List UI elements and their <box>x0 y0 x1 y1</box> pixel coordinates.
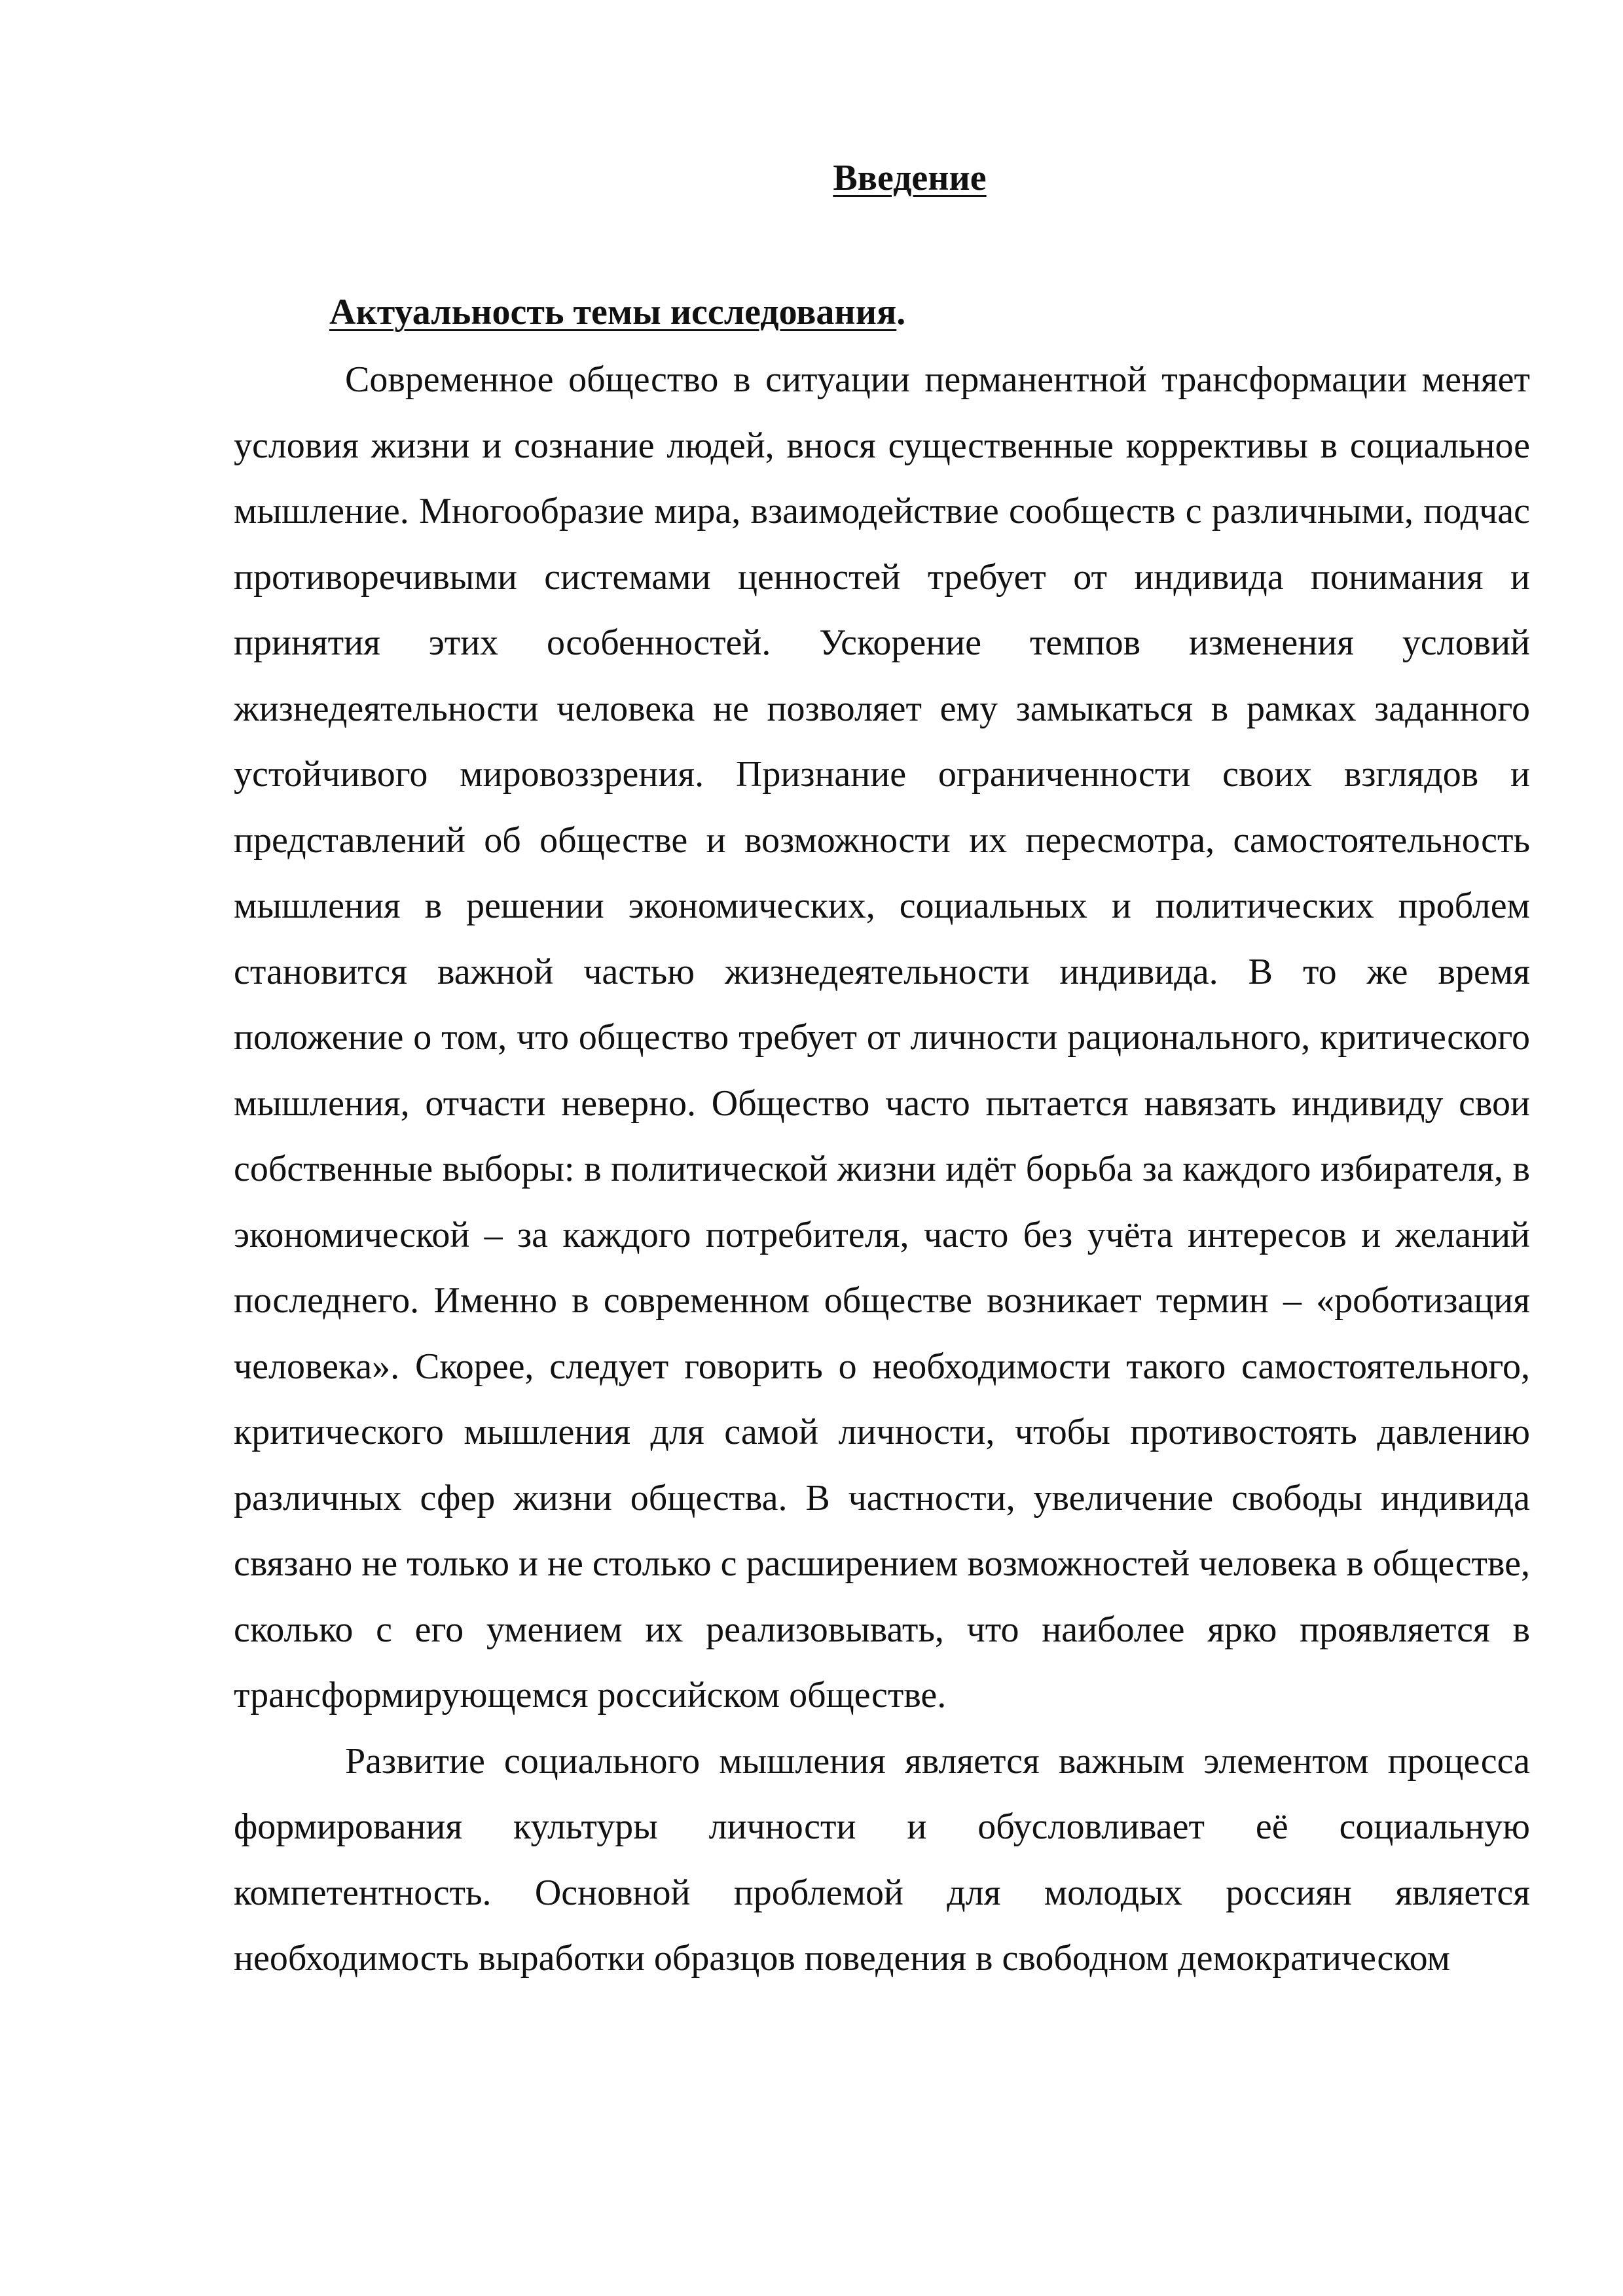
paragraph-2: Развитие социального мышления является важным элементом процесса формирования культуры личности и обусловливает её социальную компетентность. Основной проблемой для молодых россиян является необходимость выработки образцов поведения в свободном демократическом <box>234 1740 1530 1979</box>
body-text <box>234 347 1530 1992</box>
section-heading-text: Актуальность темы исследования <box>329 292 897 332</box>
paragraph-1: Современное общество в ситуации перманентной трансформации меняет условия жизни и сознание людей, внося существенные коррективы в социальное мышление. Многообразие мира, взаимодействие сообществ с различными, подчас противоречивыми системами ценностей требует от индивида понимания и принятия этих особенностей. Ускорение темпов изменения условий жизнедеятельности человека не позволяет ему замыкаться в рамках заданного устойчивого мировоззрения. Признание ограниченности своих взглядов и представлений об обществе и возможности их пересмотра, самостоятельность мышления в решении экономических, социальных и политических проблем становится важной частью жизнедеятельности индивида. В то же время положение о том, что общество требует от личности рационального, критического мышления, отчасти неверно. Общество часто пытается навязать индивиду свои собственные выборы: в политической жизни идёт борьба за каждого избирателя, в экономической – за каждого потребителя, часто без учёта интересов и желаний последнего. Именно в современном обществе возникает термин – «роботизация человека». Скорее, следует говорить о необходимости такого самостоятельного, критического мышления для самой личности, чтобы противостоять давлению различных сфер жизни общества. В частности, увеличение свободы индивида связано не только и не столько с расширением возможностей человека в обществе, сколько с его умением их реализовывать, что наиболее ярко проявляется в трансформирующемся российском обществе. <box>234 359 1530 1715</box>
page-title: Введение <box>833 158 987 198</box>
section-heading <box>329 286 905 338</box>
section-heading-period: . <box>896 292 906 332</box>
